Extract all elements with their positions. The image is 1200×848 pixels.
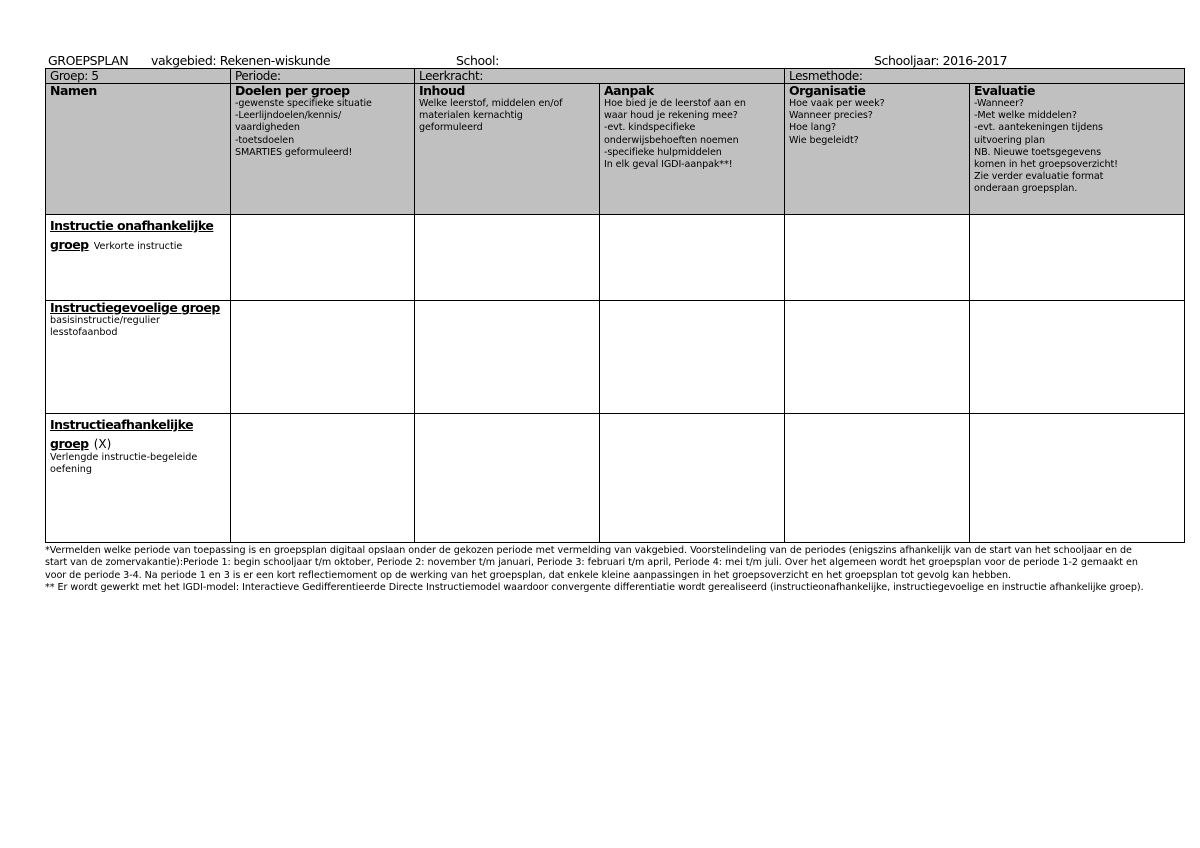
aanpak-cell[interactable] — [600, 301, 785, 414]
col-desc: Hoe bied je de leerstof aan en waar houd je rekening mee? -evt. kindspecifieke onderwijsbehoeften noemen -specifieke hulpmiddelen In elk geval IGDI-aanpak**! — [604, 98, 746, 171]
document-title-line — [48, 53, 1183, 69]
meta-row — [46, 69, 1185, 84]
col-desc: Welke leerstof, middelen en/of materialen kernachtig geformuleerd — [419, 98, 563, 134]
column-header-row — [46, 84, 1185, 215]
inhoud-cell[interactable] — [415, 414, 600, 543]
aanpak-cell[interactable] — [600, 215, 785, 301]
school-label: School: — [456, 53, 499, 68]
periode-cell: Periode: — [231, 69, 415, 84]
groep-cell: Groep: 5 — [46, 69, 231, 84]
col-header-inhoud — [415, 84, 600, 215]
group-name: Instructie onafhankelijke groep — [50, 218, 214, 252]
inhoud-cell[interactable] — [415, 215, 600, 301]
doelen-cell[interactable] — [231, 414, 415, 543]
evaluatie-cell[interactable] — [970, 414, 1185, 543]
doelen-cell[interactable] — [231, 215, 415, 301]
col-header-evaluatie — [970, 84, 1185, 215]
footnote: *Vermelden welke periode van toepassing is en groepsplan digitaal opslaan onder de gekozen periode met vermelding van vakgebied. Voorstelindeling van de periodes (enigszins afhankelijk van de start van het schooljaar en de start van de zomervakantie):Periode 1: begin schooljaar t/m oktober, Periode 2: november t/m januari, Periode 3: februari t/m april, Periode 4: mei t/m juli. Over het algemeen wordt het groepsplan voor de periode 1-2 gemaakt en voor de periode 3-4. Na periode 1 en 3 is er een kort reflectiemoment op de werking van het groepsplan, dat enkele kleine aanpassingen in het groepsoverzicht en het groepsplan tot gevolg kan hebben. ** Er wordt gewerkt met het IGDI-model: Interactieve Gedifferentieerde Directe Instructiemodel waardoor convergente differentiatie wordt gerealiseerd (instructieonafhankelijke, instructiegevoelige en instructie afhankelijke groep). — [45, 545, 1144, 593]
group-desc: basisinstructie/regulier lesstofaanbod — [50, 315, 160, 338]
col-desc: Hoe vaak per week? Wanneer precies? Hoe lang? Wie begeleidt? — [789, 98, 885, 146]
group-name-cell — [46, 414, 231, 543]
group-inline-note: (X) — [93, 437, 112, 451]
col-title: Inhoud — [419, 83, 465, 98]
col-header-doelen — [231, 84, 415, 215]
subject-label: vakgebied: Rekenen-wiskunde — [151, 53, 331, 68]
group-name-cell — [46, 301, 231, 414]
table-row — [46, 301, 1185, 414]
group-name-cell — [46, 215, 231, 301]
col-title: Doelen per groep — [235, 83, 350, 98]
col-title: Aanpak — [604, 83, 654, 98]
plan-title: GROEPSPLAN — [48, 53, 129, 68]
col-header-namen — [46, 84, 231, 215]
col-header-organisatie — [785, 84, 970, 215]
col-title: Namen — [50, 83, 97, 98]
doelen-cell[interactable] — [231, 301, 415, 414]
group-inline-note: Verkorte instructie — [93, 241, 183, 252]
group-desc: Verlengde instructie-begeleide oefening — [50, 452, 198, 475]
table-row — [46, 414, 1185, 543]
group-name: Instructieafhankelijke groep — [50, 417, 194, 451]
inhoud-cell[interactable] — [415, 301, 600, 414]
evaluatie-cell[interactable] — [970, 215, 1185, 301]
schoolyear-label: Schooljaar: 2016-2017 — [874, 53, 1008, 68]
table-row — [46, 215, 1185, 301]
aanpak-cell[interactable] — [600, 414, 785, 543]
organisatie-cell[interactable] — [785, 414, 970, 543]
lesmethode-cell: Lesmethode: — [785, 69, 1185, 84]
col-header-aanpak — [600, 84, 785, 215]
organisatie-cell[interactable] — [785, 215, 970, 301]
evaluatie-cell[interactable] — [970, 301, 1185, 414]
leerkracht-cell: Leerkracht: — [415, 69, 785, 84]
col-title: Organisatie — [789, 83, 866, 98]
group-name: Instructiegevoelige groep — [50, 300, 220, 315]
group-plan-table — [45, 68, 1185, 543]
col-desc: -Wanneer? -Met welke middelen? -evt. aantekeningen tijdens uitvoering plan NB. Nieuwe toetsgegevens komen in het groepsoverzicht! Zie verder evaluatie format onderaan groepsplan. — [974, 98, 1118, 195]
col-desc: -gewenste specifieke situatie -Leerlijndoelen/kennis/ vaardigheden -toetsdoelen SMARTIES geformuleerd! — [235, 98, 372, 158]
col-title: Evaluatie — [974, 83, 1035, 98]
organisatie-cell[interactable] — [785, 301, 970, 414]
